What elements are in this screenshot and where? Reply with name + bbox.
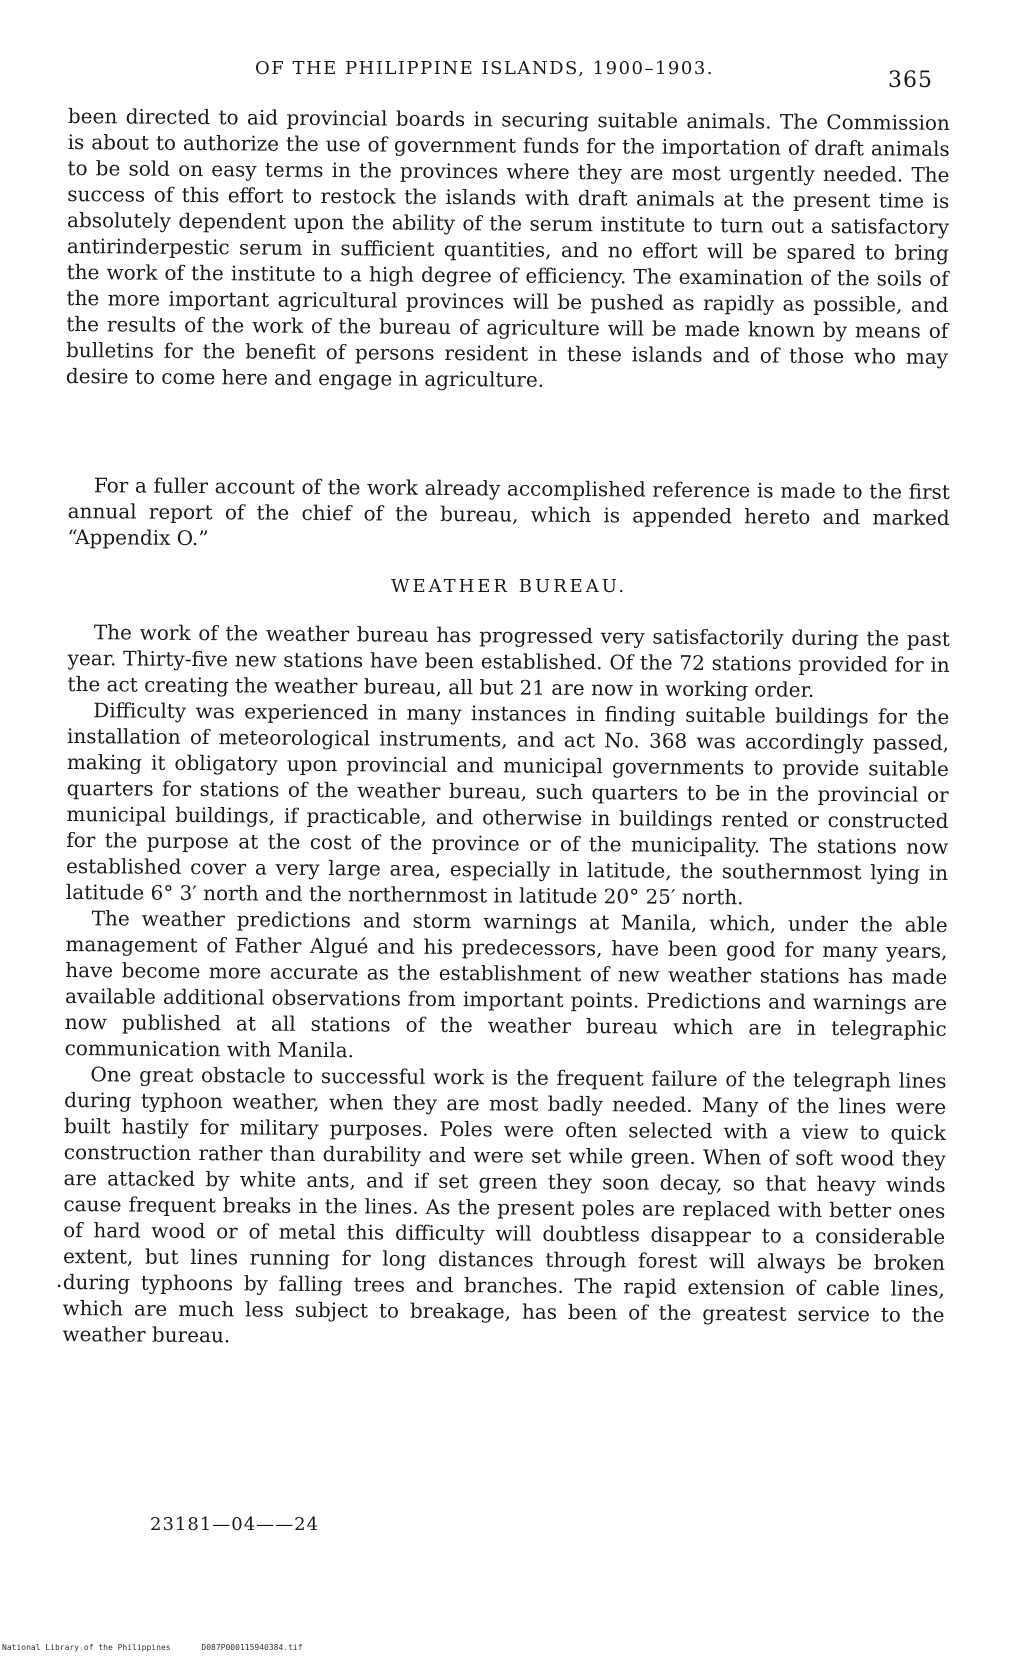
paragraph: For a fuller account of the work already accomplished reference is made to the first annual report of the chief of the bureau, which is appended hereto and marked “Appendix O.” — [67, 473, 950, 551]
text-block-agriculture — [66, 103, 950, 396]
page-number: 365 — [888, 68, 933, 93]
running-head: OF THE PHILIPPINE ISLANDS, 1900–1903. — [255, 58, 715, 79]
scan-footer — [2, 1643, 329, 1652]
signature-mark: 23181—04——24 — [150, 1514, 320, 1535]
library-name: National Library of the Philippines — [2, 1643, 171, 1652]
text-block-weather-bureau — [62, 619, 950, 1354]
paragraph: One great obstacle to successful work is the frequent failure of the telegraph lines during typhoon weather, when they are most badly needed. Many of the lines were built hastily for military purposes. Poles were often selected with a view to quick construction rather than durability and were set while green. When of soft wood they are attacked by white ants, and if set green they soon decay, so that heavy winds cause frequent breaks in the lines. As the present poles are replaced with better ones of hard wood or of metal this difficulty will doubtless disappear to a considerable extent, but lines running for long distances through forest will always be broken during typhoons by falling trees and branches. The rapid extension of cable lines, which are much less subject to breakage, has been of the greatest service to the weather bureau. — [62, 1062, 947, 1348]
paragraph: The work of the weather bureau has progressed very satisfactorily during the past year. Thirty-five new stations have been established. Of the 72 stations provided for in the act creating the weather bureau, all but 21 are now in working order. — [67, 620, 950, 702]
paragraph: The weather predictions and storm warnings at Manila, which, under the able management of Father Algué and his predecessors, have been good for many years, have become more accurate as the establishment of new weather stations has made available additional observations from important points. Predictions and warnings are now published at all stations of the weather bureau which are in telegraphic communication with Manila. — [64, 906, 948, 1063]
paragraph: Difficulty was experienced in many instances in finding suitable buildings for the installation of meteorological instruments, and act No. 368 was accordingly passed, making it obligatory upon provincial and municipal governments to provide suitable quarters for stations of the weather bureau, such quarters to be in the provincial or municipal buildings, if practicable, and otherwise in buildings rented or constructed for the purpose at the cost of the province or of the municipality. The stations now established cover a very large area, especially in latitude, the southernmost lying in latitude 6° 3′ north and the northernmost in latitude 20° 25′ north. — [65, 698, 950, 910]
file-id: D087P000115940384.tif — [201, 1643, 303, 1652]
section-heading: WEATHER BUREAU. — [390, 576, 628, 597]
paragraph: been directed to aid provincial boards in securing suitable animals. The Commission is about to authorize the use of government funds for the importation of draft animals to be sold on easy terms in the provinces where they are most urgently needed. The success of this effort to restock the islands with draft animals at the present time is absolutely dependent upon the ability of the serum institute to turn out a satisfactory antirinderpestic serum in sufficient quantities, and no effort will be spared to bring the work of the institute to a high degree of efficiency. The examination of the soils of the more important agricultural provinces will be pushed as rapidly as possible, and the results of the work of the bureau of agriculture will be made known by means of bulletins for the benefit of persons resident in these islands and of those who may desire to come here and engage in agriculture. — [65, 103, 950, 392]
margin-mark: . — [56, 1268, 63, 1292]
text-block-appendix-reference — [67, 472, 950, 557]
